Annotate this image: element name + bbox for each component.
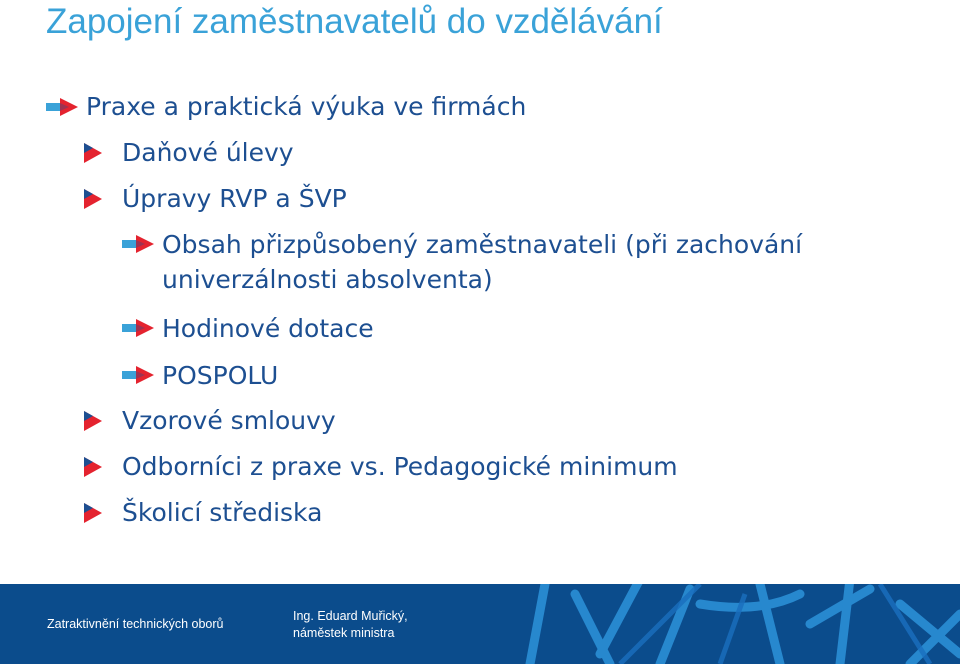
- footer-presenter: [293, 608, 408, 642]
- bullet-item: [46, 90, 526, 124]
- bullet-text: Vzorové smlouvy: [122, 406, 336, 435]
- bullet-item: [84, 182, 347, 216]
- bullet-item: [84, 136, 294, 170]
- bullet-item: [122, 227, 862, 297]
- footer-left-text: Zatraktivnění technických oborů: [47, 617, 224, 631]
- footer-presenter-name: Ing. Eduard Muřický,: [293, 609, 408, 623]
- footer-bar: [0, 584, 960, 664]
- bullet-text: Školicí střediska: [122, 498, 323, 527]
- arrow-bullet-icon: [46, 98, 78, 116]
- bullet-item: [84, 496, 322, 530]
- bullet-text: Daňové úlevy: [122, 138, 294, 167]
- triangle-bullet-icon: [84, 457, 102, 477]
- bullet-item: [84, 404, 336, 438]
- bullet-item: [122, 358, 278, 393]
- arrow-bullet-icon: [122, 319, 154, 337]
- bullet-text: Odborníci z praxe vs. Pedagogické minimum: [122, 452, 678, 481]
- slide-title: Zapojení zaměstnavatelů do vzdělávání: [46, 2, 663, 41]
- triangle-bullet-icon: [84, 143, 102, 163]
- bullet-text: POSPOLU: [162, 361, 279, 390]
- bullet-text: Úpravy RVP a ŠVP: [122, 184, 347, 213]
- triangle-bullet-icon: [84, 503, 102, 523]
- bullet-text: Praxe a praktická výuka ve firmách: [86, 92, 527, 121]
- bullet-item: [84, 450, 678, 484]
- triangle-bullet-icon: [84, 189, 102, 209]
- bullet-item: [122, 311, 374, 346]
- bullet-text: Obsah přizpůsobený zaměstnavateli (při zachování univerzálnosti absolventa): [162, 230, 803, 294]
- arrow-bullet-icon: [122, 235, 154, 253]
- footer-presenter-role: náměstek ministra: [293, 626, 395, 640]
- arrow-bullet-icon: [122, 366, 154, 384]
- triangle-bullet-icon: [84, 411, 102, 431]
- bullet-text: Hodinové dotace: [162, 314, 374, 343]
